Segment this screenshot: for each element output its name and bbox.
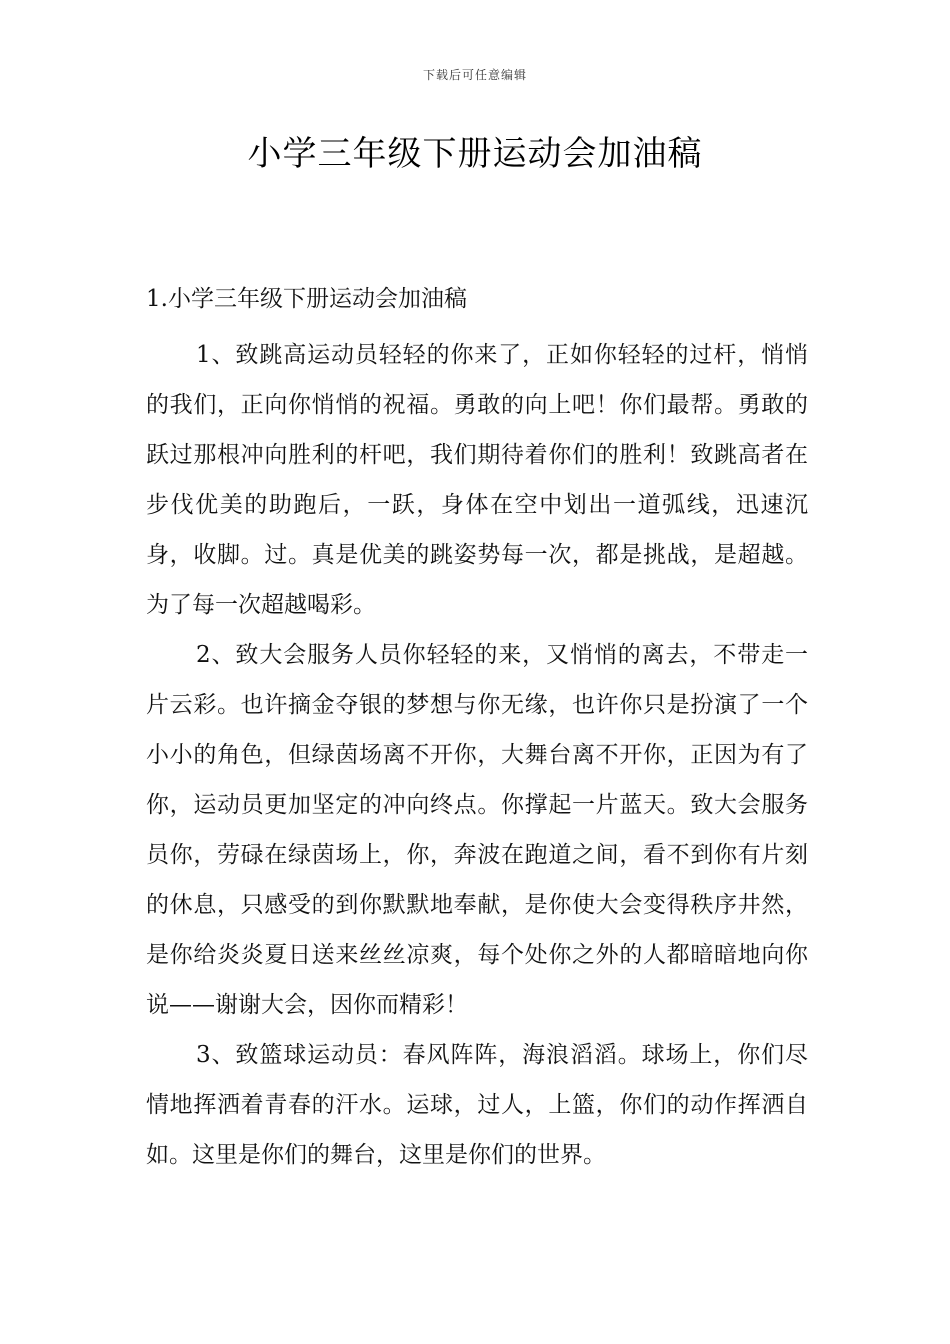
paragraph-1: 1、致跳高运动员轻轻的你来了，正如你轻轻的过杆，悄悄的我们，正向你悄悄的祝福。勇敢的向上吧！你们最帮。勇敢的跃过那根冲向胜利的杆吧，我们期待着你们的胜利！致跳高者在步伐优美的助跑后，一跃，身体在空中划出一道弧线，迅速沉身，收脚。过。真是优美的跳姿势每一次，都是挑战，是超越。为了每一次超越喝彩。 [146,342,808,618]
paragraph-3: 3、致篮球运动员：春风阵阵，海浪滔滔。球场上，你们尽情地挥洒着青春的汗水。运球，过人，上篮，你们的动作挥洒自如。这里是你们的舞台，这里是你们的世界。 [146,1042,808,1168]
document-body [146,280,808,1180]
section-heading: 1.小学三年级下册运动会加油稿 [146,286,467,312]
header-note: 下载后可任意编辑 [422,68,527,82]
document-title: 小学三年级下册运动会加油稿 [247,134,703,174]
paragraph-2: 2、致大会服务人员你轻轻的来，又悄悄的离去，不带走一片云彩。也许摘金夺银的梦想与你无缘，也许你只是扮演了一个小小的角色，但绿茵场离不开你，大舞台离不开你，正因为有了你，运动员更加坚定的冲向终点。你撑起一片蓝天。致大会服务员你，劳碌在绿茵场上，你，奔波在跑道之间，看不到你有片刻的休息，只感受的到你默默地奉献，是你使大会变得秩序井然，是你给炎炎夏日送来丝丝凉爽，每个处你之外的人都暗暗地向你说——谢谢大会，因你而精彩！ [146,642,808,1018]
